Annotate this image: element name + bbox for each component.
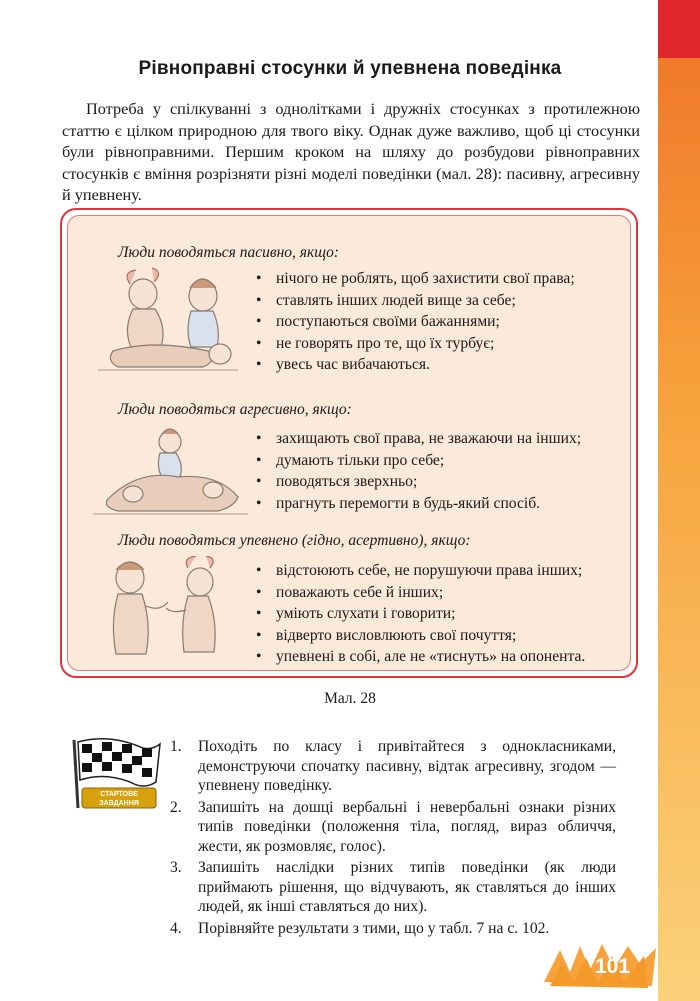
assertive-children-illustration xyxy=(88,556,248,661)
passive-traits-list xyxy=(256,268,575,376)
task-item: 3. Запишіть наслідки різних типів поведінки (як люди приймають рішення, що відчувають, як ставляться до інших людей, як інші ставляться до них). xyxy=(170,859,616,915)
aggressive-children-illustration xyxy=(88,424,253,519)
page-edge-color-bar xyxy=(658,0,700,1001)
behavior-models-box-inner xyxy=(67,215,631,671)
figure-caption: Мал. 28 xyxy=(324,690,376,707)
aggressive-traits-list xyxy=(256,428,581,514)
task-item: 2. Запишіть на дошці вербальні і невербальні ознаки різних типів поведінки (положення тіла, погляд, вираз обличчя, жести, як розмовляє, голос). xyxy=(170,798,616,855)
task-item: 1. Походіть по класу і привітайтеся з однокласниками, демонструючи спочатку пасивну, відтак агресивну, згодом — упевнену поведінку. xyxy=(170,738,616,794)
list-item: • захищають свої права, не зважаючи на інших; xyxy=(256,430,582,447)
intro-paragraph: Потреба у спілкуванні з однолітками і дружніх стосунках з протилежною статтю є цілком природною для твого віку. Однак дуже важливо, щоб ці стосунки були рівноправними. Першим кроком на шляху до розбудови рівноправних стосунків є вміння розрізняти різні моделі поведінки (мал. 28): пасивну, агресивну й упевнену. xyxy=(62,99,640,204)
page-title: Рівноправні стосунки й упевнена поведінка xyxy=(138,58,562,79)
list-item: • ставлять інших людей вище за себе; xyxy=(256,291,516,309)
start-badge-line-2: ЗАВДАННЯ xyxy=(99,800,139,807)
assertive-traits-list xyxy=(256,560,585,668)
list-item: • упевнені в собі, але не «тиснуть» на опонента. xyxy=(256,648,586,665)
list-item: • нічого не роблять, щоб захистити свої права; xyxy=(256,270,575,287)
list-item: • не говорять про те, що їх турбує; xyxy=(256,334,495,352)
list-item: • думають тільки про себе; xyxy=(256,451,445,469)
tasks-list xyxy=(170,737,616,940)
page-edge-red-block xyxy=(658,0,700,58)
list-item: • поступаються своїми бажаннями; xyxy=(256,313,500,330)
start-task-flag-icon xyxy=(68,736,164,814)
section-heading-aggressive: Люди поводяться агресивно, якщо: xyxy=(118,401,352,418)
list-item: • відверто висловлюють свої почуття; xyxy=(256,626,517,644)
start-badge-line-1: СТАРТОВЕ xyxy=(100,791,138,798)
list-item: • увесь час вибачаються. xyxy=(256,356,430,373)
page-number: 101 xyxy=(595,955,631,978)
page-number-badge xyxy=(540,942,660,992)
list-item: • поважають себе й інших; xyxy=(256,583,444,601)
list-item: • уміють слухати і говорити; xyxy=(256,605,456,622)
list-item: • відстоюють себе, не порушуючи права інших; xyxy=(256,562,583,579)
task-item: 4. Порівняйте результати з тими, що у табл. 7 на с. 102. xyxy=(170,919,550,937)
section-heading-assertive: Люди поводяться упевнено (гідно, асертивно), якщо: xyxy=(118,532,471,549)
list-item: • прагнуть перемогти в будь-який спосіб. xyxy=(256,494,541,512)
section-heading-passive: Люди поводяться пасивно, якщо: xyxy=(118,244,340,261)
list-item: • поводяться зверхньо; xyxy=(256,473,418,490)
behavior-models-box xyxy=(60,208,638,678)
passive-children-illustration xyxy=(88,266,248,376)
